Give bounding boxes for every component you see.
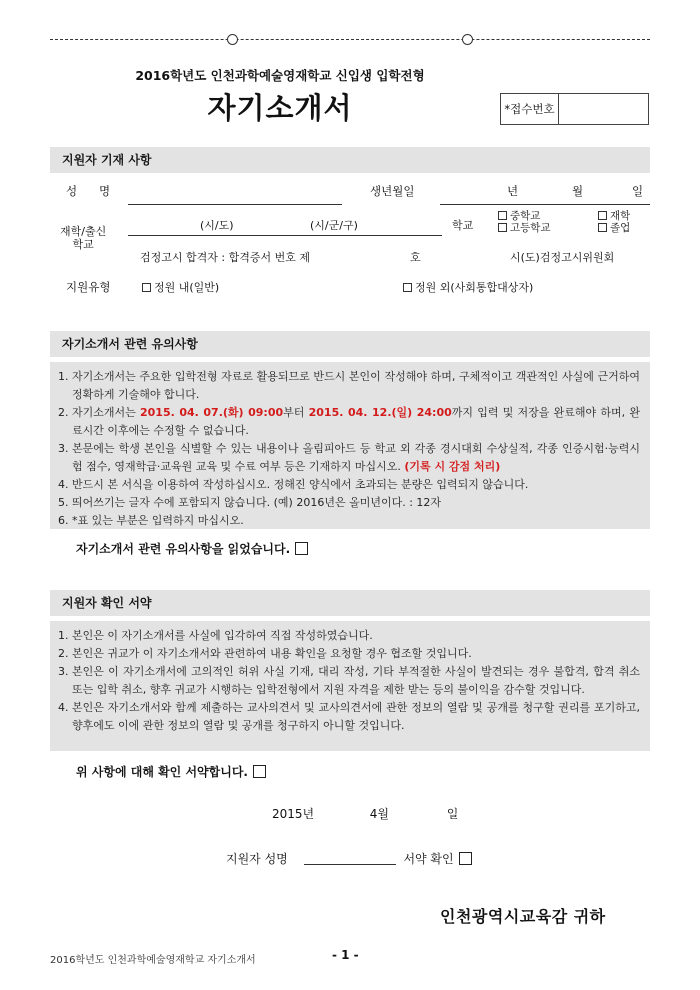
punch-hole-icon bbox=[227, 34, 238, 45]
name-field[interactable] bbox=[128, 204, 342, 205]
list-item: 5. 띄어쓰기는 글자 수에 포함되지 않습니다. (예) 2016년은 올미년이다. : 12자 bbox=[58, 496, 442, 509]
ged-label: 검정고시 합격자 : 합격증서 번호 제 bbox=[140, 251, 310, 264]
birth-year-label: 년 bbox=[507, 184, 519, 198]
deadline-end: 2015. 04. 12.(일) 24:00 bbox=[308, 406, 452, 419]
addressee: 인천광역시교육감 귀하 bbox=[440, 907, 606, 926]
checkbox-icon[interactable] bbox=[598, 211, 607, 220]
checkbox-icon[interactable] bbox=[498, 223, 507, 232]
school-word-label: 학교 bbox=[452, 219, 474, 232]
dashed-divider bbox=[50, 39, 650, 40]
list-item: 3. 본인은 이 자기소개서에 고의적인 허위 사실 기재, 대리 작성, 기타 부적절한 사실이 발견되는 경우 불합격, 합격 취소 또는 입학 취소, 향후 귀교가 시행하는 입학전형에서 지원 자격을 제한 받는 등의 불이익을 감수할 것입니다. bbox=[58, 665, 640, 696]
date-day: 일 bbox=[446, 807, 459, 821]
list-item: 6. *표 있는 부분은 입력하지 마십시오. bbox=[58, 514, 244, 527]
school-level-options bbox=[498, 210, 551, 234]
receipt-number-label: *접수번호 bbox=[501, 94, 559, 124]
form-subtitle: 2016학년도 인천과학예술영재학교 신입생 입학전형 bbox=[135, 68, 425, 83]
enrolled-option[interactable]: 재학 bbox=[598, 210, 630, 222]
applicant-name-label: 지원자 성명 bbox=[226, 852, 288, 866]
deadline-start: 2015. 04. 07.(화) 09:00 bbox=[139, 406, 284, 419]
birth-month-label: 월 bbox=[572, 184, 584, 198]
checkbox-icon[interactable] bbox=[598, 223, 607, 232]
middle-school-option[interactable]: 중학교 bbox=[498, 210, 551, 222]
pledge-confirm: 위 사항에 대해 확인 서약합니다. bbox=[76, 763, 266, 780]
birth-day-label: 일 bbox=[632, 184, 644, 198]
list-item: 2. 본인은 귀교가 이 자기소개서와 관련하여 내용 확인을 요청할 경우 협조할 것입니다. bbox=[58, 647, 472, 660]
penalty-warning: (기록 시 감점 처리) bbox=[404, 460, 501, 473]
applicant-section-heading: 지원자 기재 사항 bbox=[50, 147, 650, 173]
date-year: 2015년 bbox=[272, 807, 315, 821]
checkbox-icon[interactable] bbox=[142, 283, 151, 292]
form-title: 자기소개서 bbox=[207, 91, 353, 125]
notice-box bbox=[50, 362, 650, 529]
school-label: 재학/출신 학교 bbox=[60, 225, 107, 251]
enrollment-status-options bbox=[598, 210, 630, 234]
list-item: 4. 반드시 본 서식을 이용하여 작성하십시오. 정해진 양식에서 초과되는 분량은 입력되지 않습니다. bbox=[58, 478, 529, 491]
list-item: 4. 본인은 자기소개서와 함께 제출하는 교사의견서 및 교사의견서에 관한 정보의 열람 및 공개를 청구할 권리를 포기하고, 향후에도 이에 관한 정보의 열람 및 공개를 청구하지 아니할 것입니다. bbox=[58, 701, 640, 732]
birth-field[interactable] bbox=[440, 204, 650, 205]
notice-section-heading: 자기소개서 관련 유의사항 bbox=[50, 331, 650, 357]
list-item: 3. 본문에는 학생 본인을 식별할 수 있는 내용이나 올림피아드 등 학교 외 각종 경시대회 수상실적, 각종 인증시험·능력시험 점수, 영재학급·교육원 교육 및 수료 여부 등은 기재하지 마십시오. (기록 시 감점 처리) bbox=[58, 442, 640, 473]
list-item: 1. 본인은 이 자기소개서를 사실에 입각하여 직접 작성하였습니다. bbox=[58, 629, 373, 642]
school-sido-label: (시/도) bbox=[200, 219, 234, 232]
page-number: - 1 - bbox=[332, 948, 359, 962]
pledge-confirm-checkbox[interactable] bbox=[253, 765, 266, 778]
sign-confirm-label: 서약 확인 bbox=[403, 852, 454, 866]
high-school-option[interactable]: 고등학교 bbox=[498, 222, 551, 234]
cut-line bbox=[50, 33, 650, 47]
notice-confirm: 자기소개서 관련 유의사항을 읽었습니다. bbox=[76, 540, 308, 557]
name-label: 성 명 bbox=[66, 184, 111, 198]
application-type-label: 지원유형 bbox=[66, 280, 111, 294]
pledge-list bbox=[58, 627, 640, 735]
signature-line bbox=[226, 850, 472, 867]
type-inside-option[interactable]: 정원 내(일반) bbox=[142, 279, 219, 295]
birth-label: 생년월일 bbox=[370, 184, 415, 198]
school-sigungu-label: (시/군/구) bbox=[310, 219, 358, 232]
ged-committee-label: 시(도)검정고시위원회 bbox=[510, 251, 615, 264]
punch-hole-icon bbox=[462, 34, 473, 45]
list-item: 1. 자기소개서는 주요한 입학전형 자료로 활용되므로 반드시 본인이 작성해야 하며, 구체적이고 객관적인 사실에 근거하여 정확하게 기술해야 합니다. bbox=[58, 370, 640, 401]
signature-date bbox=[272, 805, 458, 822]
checkbox-icon[interactable] bbox=[403, 283, 412, 292]
ged-ho-label: 호 bbox=[410, 251, 421, 264]
list-item: 2. 자기소개서는 2015. 04. 07.(화) 09:00부터 2015. 04. 12.(일) 24:00까지 입력 및 저장을 완료해야 하며, 완료시간 이후에는 수정할 수 없습니다. bbox=[58, 406, 640, 437]
pledge-section-heading: 지원자 확인 서약 bbox=[50, 590, 650, 616]
school-location-field[interactable] bbox=[128, 235, 442, 236]
receipt-number-field bbox=[559, 94, 648, 124]
sign-confirm-checkbox[interactable] bbox=[459, 852, 472, 865]
checkbox-icon[interactable] bbox=[498, 211, 507, 220]
footer-title: 2016학년도 인천과학예술영재학교 자기소개서 bbox=[50, 955, 256, 966]
graduated-option[interactable]: 졸업 bbox=[598, 222, 630, 234]
receipt-number-box bbox=[500, 93, 649, 125]
pledge-box bbox=[50, 621, 650, 751]
notice-confirm-checkbox[interactable] bbox=[295, 542, 308, 555]
notice-list bbox=[58, 368, 640, 530]
date-month: 4월 bbox=[369, 807, 390, 821]
applicant-name-field[interactable] bbox=[304, 864, 396, 865]
type-outside-option[interactable]: 정원 외(사회통합대상자) bbox=[403, 279, 533, 295]
